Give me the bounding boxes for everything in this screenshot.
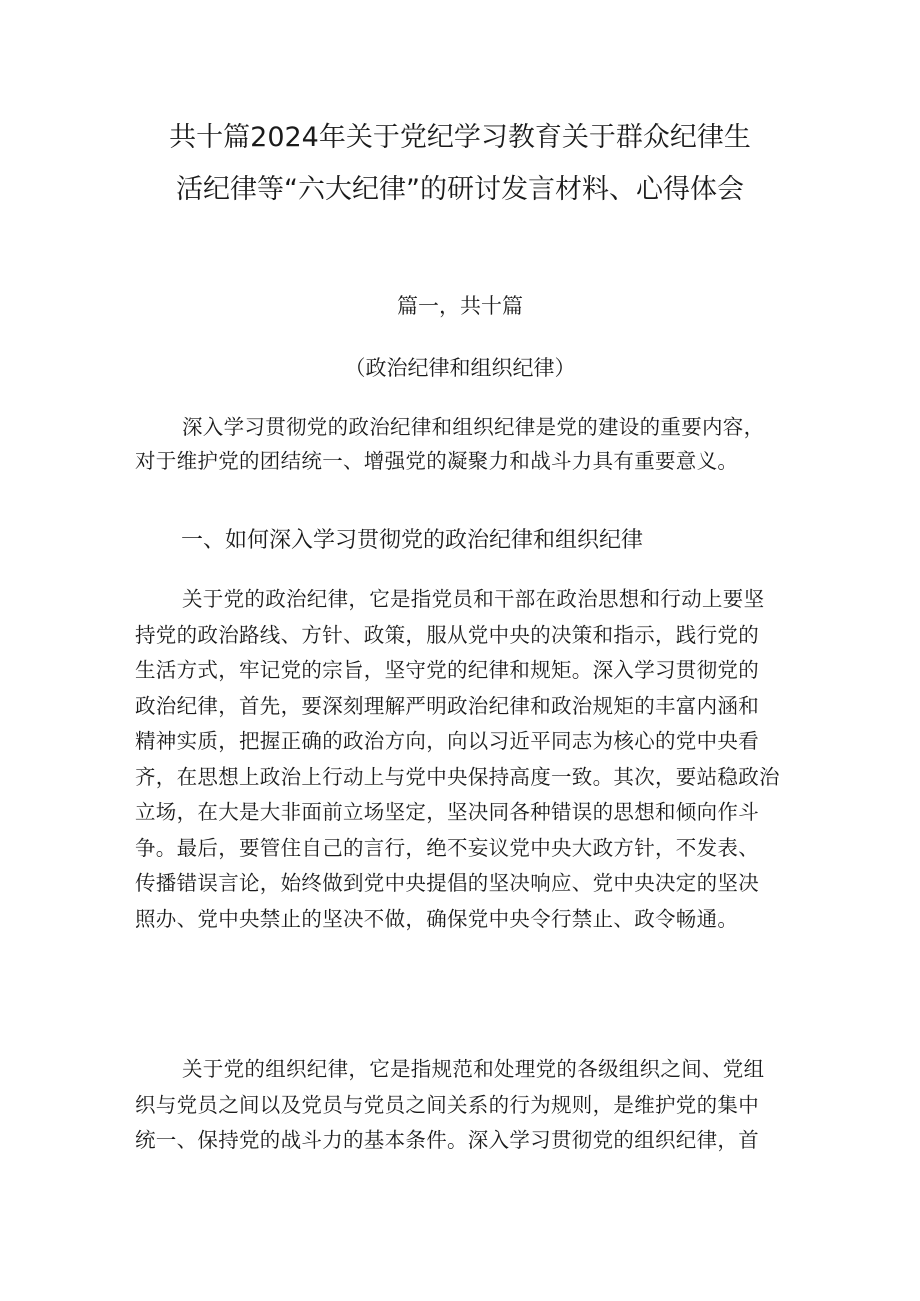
paragraph-line: 关于党的组织纪律，它是指规范和处理党的各级组织之间、党组 bbox=[182, 1057, 765, 1081]
paragraph-line: 精神实质，把握正确的政治方向，向以习近平同志为核心的党中央看 bbox=[135, 729, 759, 753]
part-subheading: （政治纪律和组织纪律） bbox=[344, 356, 576, 380]
intro-paragraph bbox=[135, 410, 795, 478]
paragraph-line: 关于党的政治纪律，它是指党员和干部在政治思想和行动上要坚 bbox=[182, 587, 765, 611]
paragraph-line: 政治纪律，首先，要深刻理解严明政治纪律和政治规矩的丰富内涵和 bbox=[135, 693, 759, 718]
paragraph-organizational-discipline bbox=[135, 1052, 795, 1159]
paragraph-line: 照办、党中央禁止的坚决不做，确保党中央令行禁止、政令畅通。 bbox=[135, 906, 739, 931]
paragraph-political-discipline bbox=[135, 582, 795, 937]
intro-line: 对于维护党的团结统一、增强党的凝聚力和战斗力具有重要意义。 bbox=[135, 449, 739, 473]
paragraph-line: 齐，在思想上政治上行动上与党中央保持高度一致。其次，要站稳政治 bbox=[135, 764, 780, 789]
paragraph-line: 立场，在大是大非面前立场坚定，坚决同各种错误的思想和倾向作斗 bbox=[135, 800, 759, 824]
title-line-1: 共十篇2024年关于党纪学习教育关于群众纪律生 bbox=[169, 122, 751, 153]
section-heading: 一、如何深入学习贯彻党的政治纪律和组织纪律 bbox=[181, 528, 644, 553]
paragraph-line: 传播错误言论，始终做到党中央提倡的坚决响应、党中央决定的坚决 bbox=[135, 871, 759, 895]
paragraph-line: 统一、保持党的战斗力的基本条件。深入学习贯彻党的组织纪律，首 bbox=[135, 1128, 759, 1152]
paragraph-line: 生活方式，牢记党的宗旨，坚守党的纪律和规矩。深入学习贯彻党的 bbox=[135, 658, 759, 682]
intro-line: 深入学习贯彻党的政治纪律和组织纪律是党的建设的重要内容， bbox=[182, 415, 765, 439]
part-heading: 篇一，共十篇 bbox=[397, 294, 523, 318]
document-title bbox=[100, 112, 820, 216]
title-line-2: 活纪律等“六大纪律”的研讨发言材料、心得体会 bbox=[176, 174, 744, 205]
paragraph-line: 争。最后，要管住自己的言行，绝不妄议党中央大政方针，不发表、 bbox=[135, 835, 759, 860]
paragraph-line: 持党的政治路线、方针、政策，服从党中央的决策和指示，践行党的 bbox=[135, 622, 759, 647]
paragraph-line: 织与党员之间以及党员与党员之间关系的行为规则，是维护党的集中 bbox=[135, 1092, 759, 1117]
